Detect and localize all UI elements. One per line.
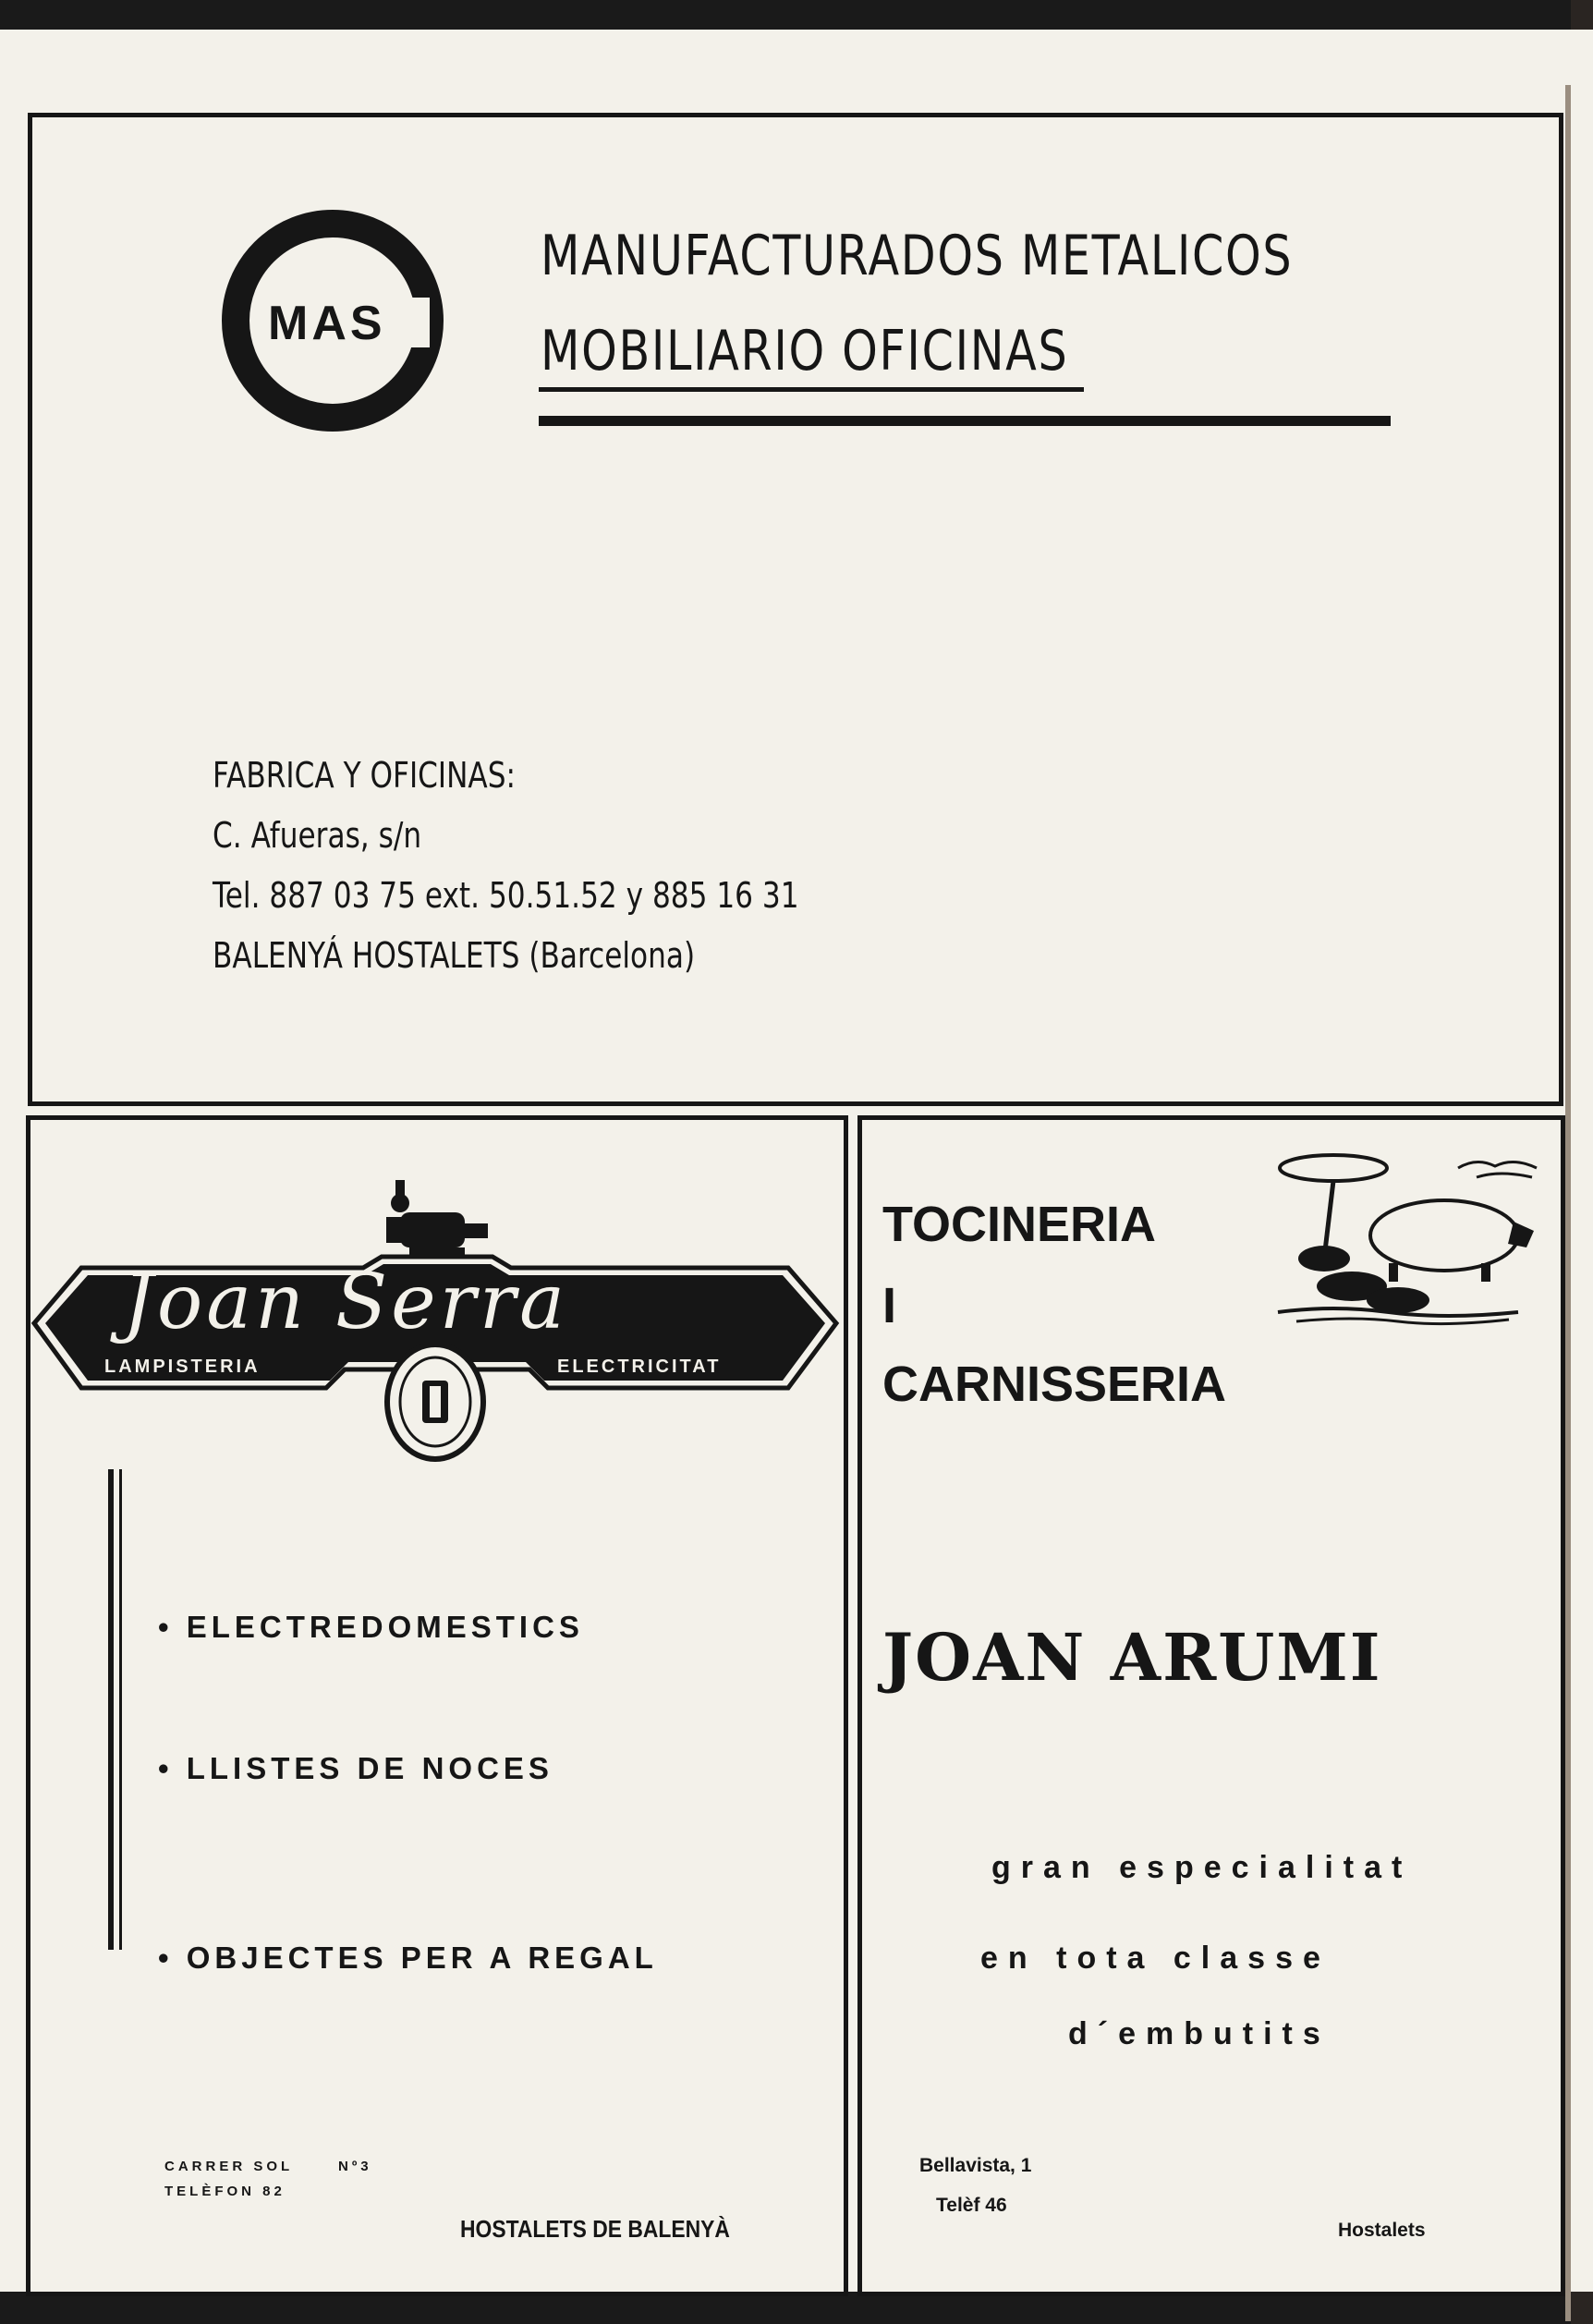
motor-icon <box>386 1180 488 1257</box>
mas-rule <box>539 416 1391 426</box>
serra-vertical-rule <box>108 1469 114 1950</box>
mas-subheadline: MOBILIARIO OFICINAS <box>541 319 1069 383</box>
serra-vertical-rule-thin <box>119 1469 122 1950</box>
arumi-slogan-line1: gran especialitat <box>991 1850 1413 1885</box>
arumi-slogan-line2: en tota classe <box>980 1941 1331 1976</box>
arumi-street: Bellavista, 1 <box>919 2155 1032 2176</box>
mas-underline <box>539 387 1084 392</box>
mas-info-phone: Tel. 887 03 75 ext. 50.51.52 y 885 16 31 <box>213 875 799 916</box>
arumi-title-i: I <box>882 1278 897 1333</box>
serra-label-lampisteria: LAMPISTERIA <box>104 1357 261 1377</box>
mas-headline: MANUFACTURADOS METALICOS <box>541 224 1294 288</box>
arumi-title-tocineria: TOCINERIA <box>882 1197 1157 1252</box>
ad-mas <box>28 113 1563 1106</box>
arumi-slogan-line3: d´embutits <box>1068 2016 1331 2051</box>
serra-label-electricitat: ELECTRICITAT <box>557 1357 722 1377</box>
pigs-illustration-icon <box>1269 1148 1546 1332</box>
serra-town: HOSTALETS DE BALENYÀ <box>460 2215 730 2243</box>
serra-item-electredomestics: • ELECTREDOMESTICS <box>158 1610 584 1644</box>
serra-street-number: Nº3 <box>338 2159 372 2174</box>
serra-name: Joan Serra <box>123 1259 568 1346</box>
arumi-title-carnisseria: CARNISSERIA <box>882 1357 1227 1412</box>
arumi-town: Hostalets <box>1338 2220 1426 2241</box>
mas-logo-text: MAS <box>268 297 386 350</box>
page-shadow <box>1565 85 1571 2321</box>
mas-info-heading: FABRICA Y OFICINAS: <box>213 755 517 796</box>
serra-phone: TELÈFON 82 <box>164 2184 286 2199</box>
arumi-name: JOAN ARUMI <box>882 1619 1382 1696</box>
serra-item-objectes-regal: • OBJECTES PER A REGAL <box>158 1941 658 1975</box>
ad-joan-arumi <box>857 1115 1565 2296</box>
mas-logo <box>217 205 448 436</box>
mas-info-address: C. Afueras, s/n <box>213 815 422 856</box>
ad-joan-serra <box>26 1115 848 2296</box>
arumi-phone: Telèf 46 <box>936 2195 1007 2216</box>
mas-info-town: BALENYÁ HOSTALETS (Barcelona) <box>213 935 696 976</box>
serra-item-llistes-de-noces: • LLISTES DE NOCES <box>158 1751 553 1785</box>
advertisement-page <box>0 30 1593 2292</box>
serra-street: CARRER SOL <box>164 2159 294 2174</box>
